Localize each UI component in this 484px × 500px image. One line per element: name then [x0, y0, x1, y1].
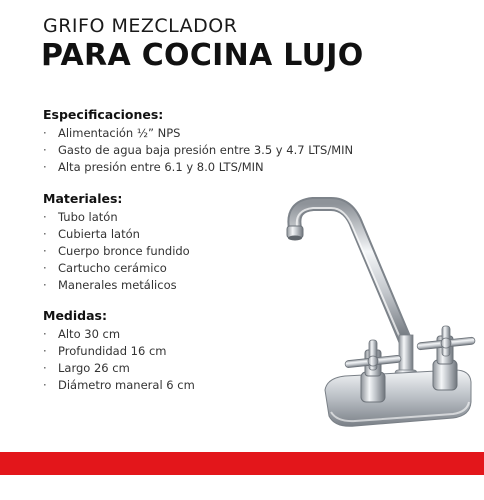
measures-heading: Medidas: [43, 308, 107, 323]
list-item-text: Cartucho cerámico [58, 261, 167, 275]
bullet-icon: · [43, 227, 47, 241]
materials-list [43, 209, 190, 294]
list-item-text: Manerales metálicos [58, 278, 177, 292]
bullet-icon: · [43, 278, 47, 292]
faucet-image [265, 190, 480, 440]
list-item [43, 326, 195, 343]
title-top: GRIFO MEZCLADOR [43, 15, 238, 37]
list-item-text: Alimentación ½” NPS [58, 126, 181, 140]
bullet-icon: · [43, 244, 47, 258]
bullet-icon: · [43, 378, 47, 392]
list-item-text: Cuerpo bronce fundido [58, 244, 190, 258]
bullet-icon: · [43, 261, 47, 275]
bullet-icon: · [43, 160, 47, 174]
bullet-icon: · [43, 361, 47, 375]
list-item-text: Profundidad 16 cm [58, 344, 167, 358]
page-title: PARA COCINA LUJO [41, 38, 364, 73]
list-item-text: Gasto de agua baja presión entre 3.5 y 4.7 LTS/MIN [58, 143, 354, 157]
bullet-icon: · [43, 327, 47, 341]
list-item [43, 142, 353, 159]
bullet-icon: · [43, 210, 47, 224]
list-item [43, 260, 190, 277]
list-item [43, 343, 195, 360]
specs-heading: Especificaciones: [43, 107, 164, 122]
list-item [43, 360, 195, 377]
list-item [43, 226, 190, 243]
list-item-text: Diámetro maneral 6 cm [58, 378, 195, 392]
list-item [43, 209, 190, 226]
list-item-text: Alta presión entre 6.1 y 8.0 LTS/MIN [58, 160, 264, 174]
list-item [43, 277, 190, 294]
bullet-icon: · [43, 126, 47, 140]
measures-list [43, 326, 195, 394]
specs-section [43, 107, 353, 176]
list-item [43, 159, 353, 176]
list-item-text: Cubierta latón [58, 227, 140, 241]
bullet-icon: · [43, 344, 47, 358]
accent-bar [0, 452, 484, 475]
list-item-text: Largo 26 cm [58, 361, 130, 375]
materials-heading: Materiales: [43, 191, 123, 206]
bullet-icon: · [43, 143, 47, 157]
list-item-text: Alto 30 cm [58, 327, 121, 341]
list-item [43, 377, 195, 394]
specs-list [43, 125, 353, 176]
materials-section [43, 191, 190, 294]
measures-section [43, 308, 195, 394]
list-item-text: Tubo latón [58, 210, 118, 224]
list-item [43, 243, 190, 260]
list-item [43, 125, 353, 142]
